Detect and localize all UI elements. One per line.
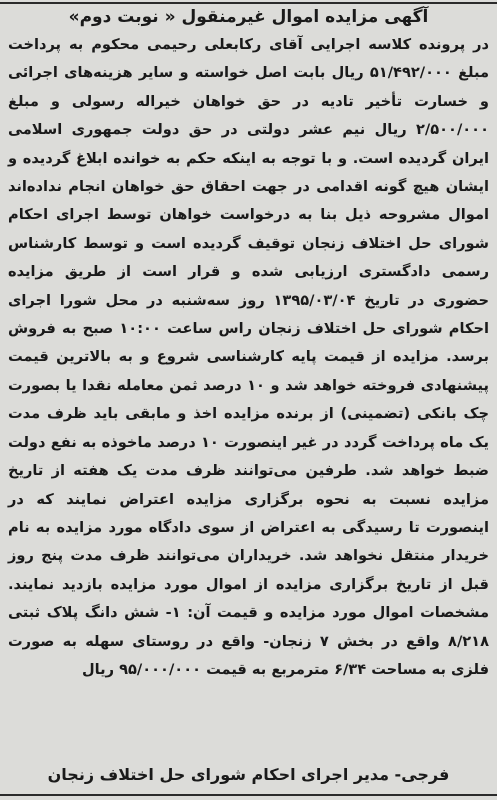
notice-body: در پرونده کلاسه اجرایی آقای رکابعلی رحیمی محکوم به پرداخت مبلغ ۵۱/۴۹۲/۰۰۰ ریال بابت اصل خواسته و سایر هزینه‌های اجرائی و خسارت تأخیر تادیه در حق خواهان خیراله رسولی و مبلغ ۲/۵۰۰/۰۰۰ ریال نیم عشر دولتی در حق دولت جمهوری اسلامی ایران گردیده است. و با توجه به اینکه حکم به خوانده ابلاغ گردیده و ایشان هیچ گونه اقدامی در جهت احقاق حق خواهان انجام نداده‌اند اموال مشروحه ذیل بنا به درخواست خواهان توسط اجرای احکام شورای حل اختلاف زنجان توقیف گردیده است و توسط کارشناس رسمی دادگستری ارزیابی شده و قرار است از طریق مزایده حضوری در تاریخ ۱۳۹۵/۰۳/۰۴ روز سه‌شنبه در محل شورا اجرای احکام شورای حل اختلاف زنجان راس ساعت ۱۰:۰۰ صبح به فروش برسد. مزایده از قیمت پایه کارشناسی شروع و به بالاترین قیمت پیشنهادی فروخته خواهد شد و ۱۰ درصد ثمن معامله نقدا یا بصورت چک بانکی (تضمینی) از برنده مزایده اخذ و مابقی باید ظرف مدت یک ماه پرداخت گردد در غیر اینصورت ۱۰ درصد ماخوذه به نفع دولت ضبط خواهد شد. طرفین می‌توانند ظرف مدت یک هفته از تاریخ مزایده نسبت به نحوه برگزاری مزایده اعتراض نمایند که در اینصورت تا رسیدگی به اعتراض از سوی دادگاه مورد مزایده به نام خریدار منتقل نخواهد شد. خریداران می‌توانند ظرف مدت پنج روز قبل از تاریخ برگزاری مزایده از اموال مورد مزایده بازدید نمایند. مشخصات اموال مورد مزایده و قیمت آن: ۱- شش دانگ پلاک ثبتی ۸/۲۱۸ واقع در بخش ۷ زنجان- واقع در روستای سهله به صورت فلزی به مساحت ۶/۳۴ مترمربع به قیمت ۹۵/۰۰۰/۰۰۰ ریال <box>8 36 490 678</box>
top-border-rule <box>0 2 497 4</box>
bottom-border-rule <box>0 794 497 796</box>
notice-signature: فرجی- مدیر اجرای احکام شورای حل اختلاف زنجان <box>47 765 450 784</box>
notice-title: آگهی مزایده اموال غیرمنقول « نوبت دوم» <box>68 7 429 27</box>
